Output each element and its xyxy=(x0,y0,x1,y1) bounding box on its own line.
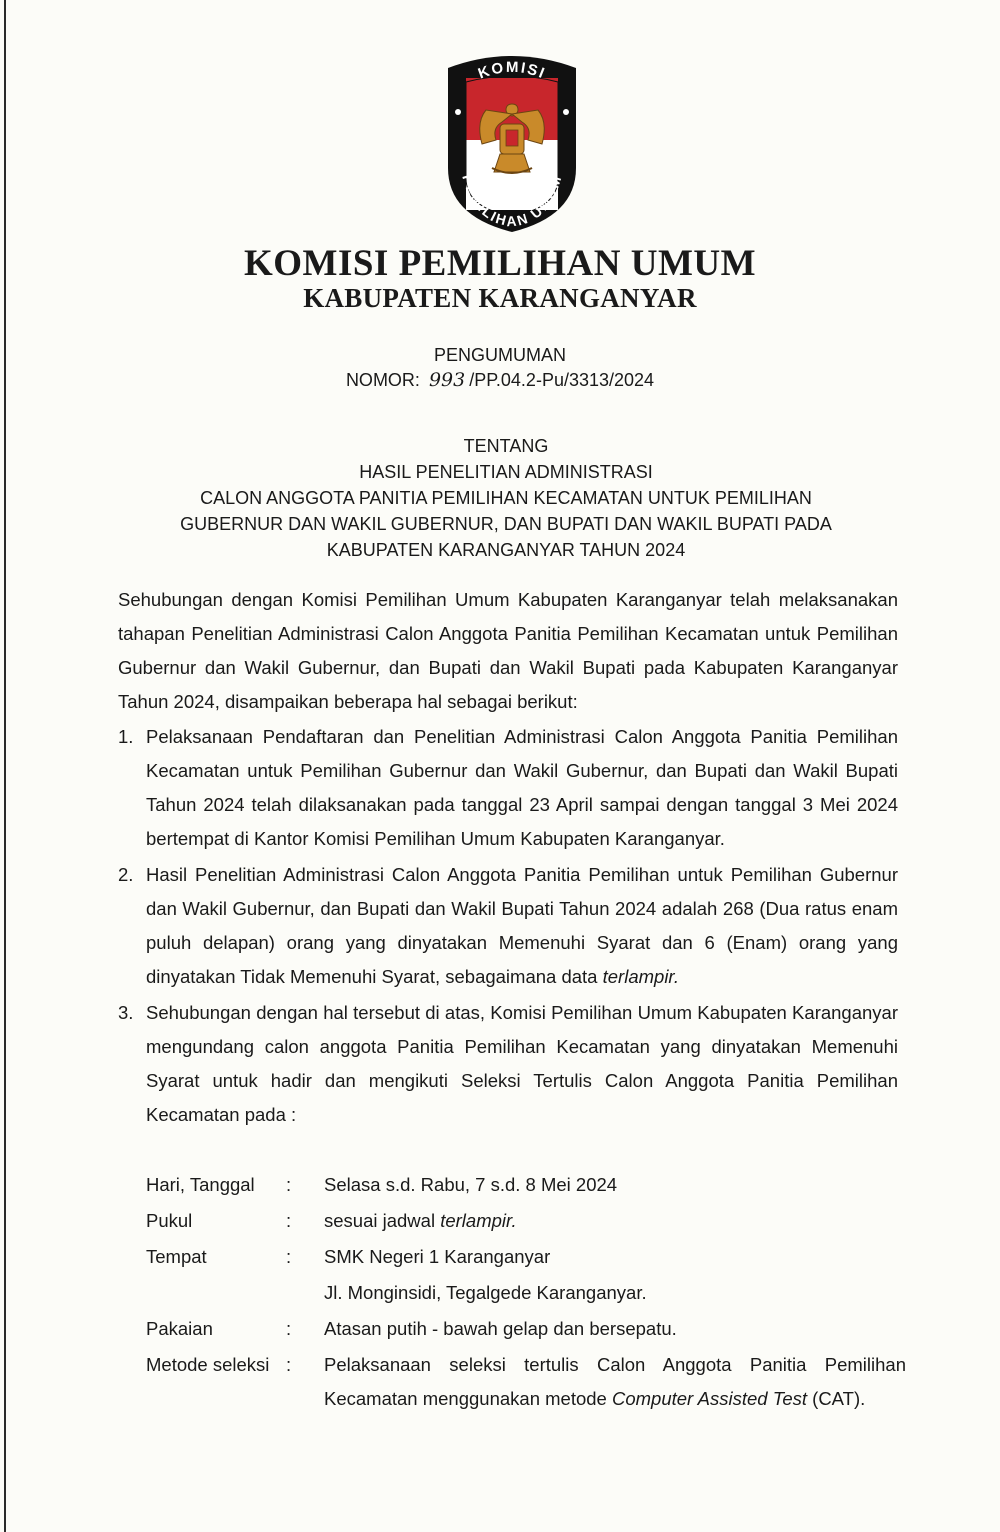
detail-value: Selasa s.d. Rabu, 7 s.d. 8 Mei 2024 xyxy=(324,1174,618,1195)
page-subtitle: KABUPATEN KARANGANYAR xyxy=(303,283,697,313)
detail-value: Pelaksanaan seleksi tertulis Calon Anggota Panitia Pemilihan Kecamatan menggunakan metode Computer Assisted Test (CAT). xyxy=(324,1354,906,1409)
detail-colon: : xyxy=(286,1210,292,1231)
list-number: 1. xyxy=(118,726,134,747)
about-heading: TENTANG xyxy=(463,436,549,456)
detail-row-time xyxy=(146,1204,906,1238)
detail-row-method xyxy=(146,1348,906,1416)
numbered-list xyxy=(118,720,898,1134)
detail-label: Hari, Tanggal xyxy=(146,1174,255,1195)
about-line: HASIL PENELITIAN ADMINISTRASI xyxy=(359,462,653,482)
number-suffix: /PP.04.2-Pu/3313/2024 xyxy=(469,370,655,390)
list-item xyxy=(118,720,898,856)
list-text: Hasil Penelitian Administrasi Calon Anggota Panitia Pemilihan untuk Pemilihan Gubernur dan Wakil Gubernur, dan Bupati dan Wakil Bupati Tahun 2024 adalah 268 (Dua ratus enam puluh delapan) orang yang dinyatakan Memenuhi Syarat dan 6 (Enam) orang yang dinyatakan Tidak Memenuhi Syarat, sebagaimana data xyxy=(146,864,898,987)
list-item xyxy=(118,858,898,994)
intro-paragraph: Sehubungan dengan Komisi Pemilihan Umum Kabupaten Karanganyar telah melaksanakan tahapan Penelitian Administrasi Calon Anggota Panitia Pemilihan Kecamatan untuk Pemilihan Gubernur dan Wakil Gubernur, dan Bupati dan Wakil Bupati pada Kabupaten Karanganyar Tahun 2024, disampaikan beberapa hal sebagai berikut: xyxy=(118,589,898,712)
detail-value: Atasan putih - bawah gelap dan bersepatu. xyxy=(324,1318,677,1339)
about-block xyxy=(100,433,912,563)
detail-row-dress xyxy=(146,1312,906,1346)
kpu-logo xyxy=(436,48,588,234)
about-line: CALON ANGGOTA PANITIA PEMILIHAN KECAMATAN UNTUK PEMILIHAN xyxy=(200,488,812,508)
detail-value: sesuai jadwal terlampir. xyxy=(324,1210,517,1231)
scan-edge-line xyxy=(4,0,6,1532)
kpu-emblem-icon xyxy=(436,48,588,234)
schedule-details xyxy=(146,1168,906,1418)
list-text: Pelaksanaan Pendaftaran dan Penelitian Administrasi Calon Anggota Panitia Pemilihan Kecamatan untuk Pemilihan Gubernur dan Wakil Gubernur, dan Bupati dan Wakil Bupati Tahun 2024 telah dilaksanakan pada tanggal 23 April sampai dengan tanggal 3 Mei 2024 bertempat di Kantor Komisi Pemilihan Umum Kabupaten Karanganyar. xyxy=(146,726,898,849)
handwritten-number: 993 xyxy=(428,369,466,391)
number-prefix: NOMOR: xyxy=(345,370,420,390)
detail-row-day xyxy=(146,1168,906,1202)
list-item xyxy=(118,996,898,1132)
page-title: KOMISI PEMILIHAN UMUM xyxy=(243,243,757,284)
detail-colon: : xyxy=(286,1246,292,1267)
detail-colon: : xyxy=(286,1318,292,1339)
list-number: 2. xyxy=(118,864,134,885)
detail-colon: : xyxy=(286,1174,292,1195)
detail-value-address: Jl. Monginsidi, Tegalgede Karanganyar. xyxy=(324,1282,647,1303)
announcement-label: PENGUMUMAN xyxy=(433,345,566,365)
detail-row-place xyxy=(146,1240,906,1274)
list-number: 3. xyxy=(118,1002,134,1023)
list-italic-tail: terlampir. xyxy=(602,966,680,987)
detail-label: Tempat xyxy=(146,1246,207,1267)
list-text: Sehubungan dengan hal tersebut di atas, Komisi Pemilihan Umum Kabupaten Karanganyar mengundang calon anggota Panitia Pemilihan Kecamatan yang dinyatakan Memenuhi Syarat untuk hadir dan mengikuti Seleksi Tertulis Calon Anggota Panitia Pemilihan Kecamatan pada : xyxy=(146,1002,898,1125)
detail-colon: : xyxy=(286,1354,292,1375)
detail-label: Metode seleksi xyxy=(146,1354,270,1375)
about-line: GUBERNUR DAN WAKIL GUBERNUR, DAN BUPATI DAN WAKIL BUPATI PADA xyxy=(180,514,832,534)
announcement-number xyxy=(0,369,1000,391)
detail-label: Pukul xyxy=(146,1210,193,1231)
detail-value: SMK Negeri 1 Karanganyar xyxy=(324,1246,551,1267)
about-line: KABUPATEN KARANGANYAR TAHUN 2024 xyxy=(326,540,686,560)
logo-bottom-text: PEMILIHAN UMUM xyxy=(459,172,565,230)
detail-label: Pakaian xyxy=(146,1318,213,1339)
logo-top-text: KOMISI xyxy=(475,58,549,83)
detail-row-address xyxy=(146,1276,906,1310)
